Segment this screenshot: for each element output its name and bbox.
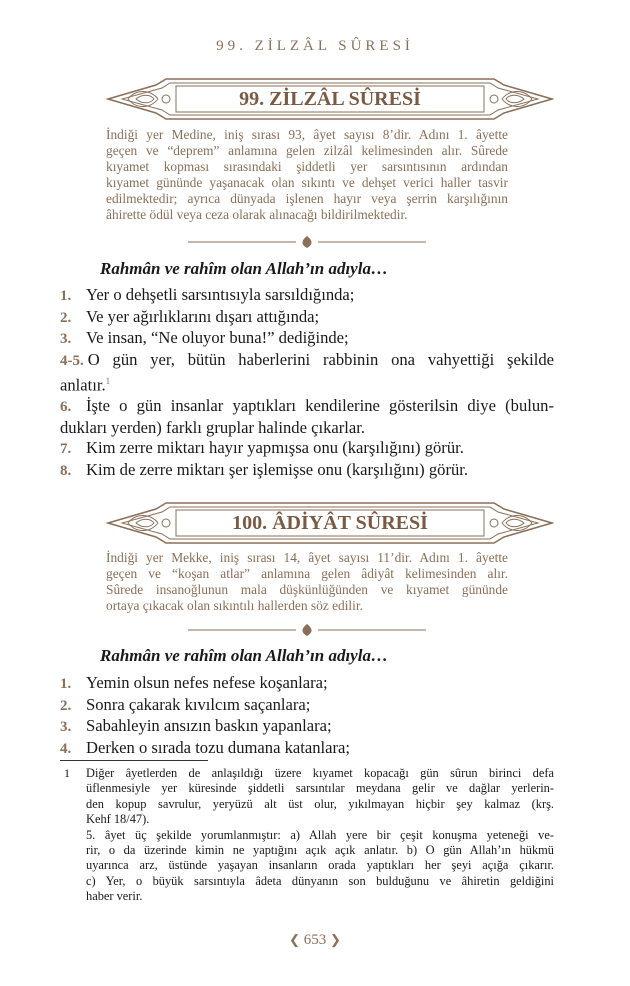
footnote-line: haber verir. xyxy=(86,889,143,904)
verse-text: Kim zerre miktarı hayır yapmışsa onu (karşılığını) görür. xyxy=(86,438,464,458)
verse-text: O gün yer, bütün haberlerini rabbinin ona vahyettiği şekilde xyxy=(87,349,554,369)
verse-text: anlatır. xyxy=(60,375,106,395)
verse-number: 6. xyxy=(60,399,72,416)
surah-introduction xyxy=(106,127,508,223)
right-bracket-ornament-icon: ❯ xyxy=(330,932,341,947)
verse-number: 1. xyxy=(60,676,72,692)
verse-text: Sabahleyin ansızın baskın yapanlara; xyxy=(86,716,332,735)
verse-text: İşte o gün insanlar yaptıkları kendilerine gösterilsin diye (bulun- xyxy=(86,396,554,416)
surah-title-frame-100 xyxy=(106,501,554,545)
verse xyxy=(60,307,554,329)
footnote-line: c) Yer, o büyük sarsıntıyla âdeta dünyanın son bulduğunu ve âhiretin geldiğini xyxy=(86,873,554,888)
surah-title-frame-99 xyxy=(106,77,554,121)
verse xyxy=(60,695,554,717)
intro-line: İndiği yer Medine, iniş sırası 93, âyet sayısı 8’dir. Adını 1. âyette xyxy=(106,127,508,142)
intro-line: geçen ve “deprem” anlamına gelen zilzâl kelimesinden alır. Sûrede xyxy=(106,143,508,158)
verse xyxy=(60,350,554,397)
page-number-block xyxy=(0,932,630,949)
verse-number: 3. xyxy=(60,719,72,735)
verse xyxy=(60,673,554,695)
intro-line: kıyamet kopması sırasındaki şiddetli yer sarsıntısının ardından xyxy=(106,159,508,174)
basmala: Rahmân ve rahîm olan Allah’ın adıyla… xyxy=(100,646,388,665)
intro-line: Sûrede insanoğlunun mala düşkünlüğünden ve kıyamet gününde xyxy=(106,582,508,597)
verse xyxy=(60,738,554,760)
footnote-line: Kehf 18/47). xyxy=(86,812,150,827)
verse xyxy=(60,328,554,350)
verse-number: 1. xyxy=(60,288,72,304)
footnote-line: 5. âyet üç şekilde yorumlanmıştır: a) Allah yere bir çeşit konuşma yeteneği ve- xyxy=(86,827,554,842)
verse-text: dukları yerden) farklı gruplar halinde çıkarlar. xyxy=(60,417,366,437)
verse xyxy=(60,438,554,460)
verse-number: 4. xyxy=(60,740,72,757)
verse-number: 7. xyxy=(60,441,72,458)
surah-introduction xyxy=(106,550,508,614)
verse-list xyxy=(60,673,554,759)
verse-number: 2. xyxy=(60,309,72,326)
verse-number: 2. xyxy=(60,697,72,714)
verse-text: Yemin olsun nefes nefese koşanlara; xyxy=(86,673,328,692)
verse-number: 3. xyxy=(60,331,72,347)
surah-title: 99. ZİLZÂL SÛRESİ xyxy=(239,88,421,110)
intro-line: ortaya çıkacak olan sıkıntılı hallerden söz edilir. xyxy=(106,598,363,613)
intro-line: âhirette ödül veya ceza olarak alınacağı bildirilmektedir. xyxy=(106,207,408,222)
verse-text: Yer o dehşetli sarsıntısıyla sarsıldığında; xyxy=(86,285,355,304)
footnote-line: uyarınca arz, üstünde yaşayan insanların orada yaptıkları her şeyi açığa çıkarır. xyxy=(86,858,554,873)
verse-number: 4-5. xyxy=(60,352,84,369)
verse-text: Ve yer ağırlıklarını dışarı attığında; xyxy=(86,306,320,326)
section-divider-ornament xyxy=(188,624,426,636)
running-head: 99. ZİLZÂL SÛRESİ xyxy=(216,38,414,54)
verse-number: 8. xyxy=(60,462,72,479)
intro-line: İndiği yer Mekke, iniş sırası 14, âyet sayısı 11’dir. Adını 1. âyette xyxy=(106,550,508,565)
footnote-rule xyxy=(60,760,208,761)
verse-text: Derken o sırada tozu dumana katanlara; xyxy=(86,737,351,757)
verse xyxy=(60,716,554,738)
basmala: Rahmân ve rahîm olan Allah’ın adıyla… xyxy=(100,259,388,278)
section-divider-ornament xyxy=(188,236,426,248)
verse-text: Sonra çakarak kıvılcım saçanlara; xyxy=(86,694,311,714)
verse-list xyxy=(60,285,554,481)
left-bracket-ornament-icon: ❮ xyxy=(289,932,300,947)
surah-title: 100. ÂDİYÂT SÛRESİ xyxy=(232,512,428,534)
intro-line: geçen ve “koşan atlar” anlamına gelen âdiyât kelimesinden alır. xyxy=(106,566,508,581)
footnote xyxy=(60,766,554,905)
intro-line: kıyamet gününde yaşanacak olan sıkıntı ve dehşet verici haller tasvir xyxy=(106,175,508,190)
footnote-line: Diğer âyetlerden de anlaşıldığı üzere kıyamet kopacağı gün sûrun birinci defa xyxy=(86,766,554,780)
footnote-line: rir, o da üzerinde kimin ne yaptığını açık açık anlatır. b) O gün Allah’ın hükmü xyxy=(86,843,554,858)
footnote-line: üflenmesiyle yer küresinde şiddetli sarsıntılar meydana gelir ve dağlar yerlerin- xyxy=(86,781,554,796)
page-number: 653 xyxy=(303,932,327,948)
footnote-line: den kopup savrulur, yeryüzü alt üst olur, yıkılmayan hiçbir şey kalmaz (krş. xyxy=(86,796,554,811)
footnote-body xyxy=(86,766,554,905)
verse xyxy=(60,396,554,438)
footnote-number: 1 xyxy=(64,766,70,780)
footnote-reference[interactable]: 1 xyxy=(105,376,111,386)
verse xyxy=(60,460,554,482)
verse-text: Kim de zerre miktarı şer işlemişse onu (karşılığını) görür. xyxy=(86,459,469,479)
verse xyxy=(60,285,554,307)
intro-line: edilmektedir; ayrıca dünyada işlenen hayır veya şerrin karşılığının xyxy=(106,191,508,206)
verse-text: Ve insan, “Ne oluyor buna!” dediğinde; xyxy=(86,328,349,347)
